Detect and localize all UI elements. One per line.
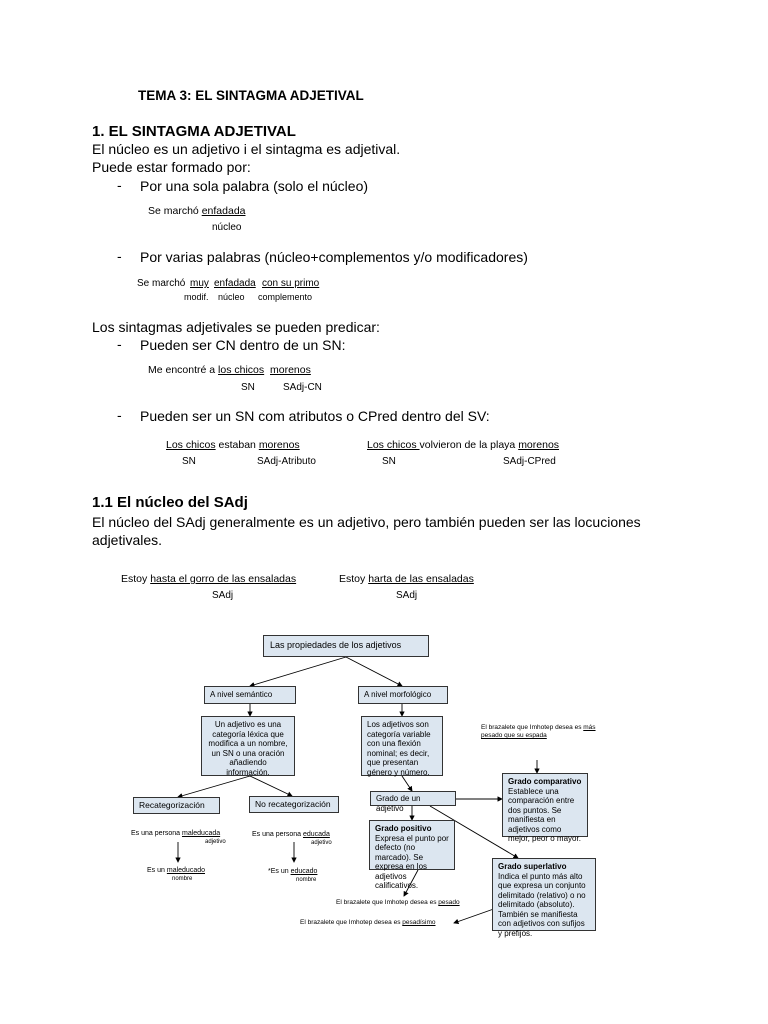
semantic-level-box: A nivel semántico — [204, 686, 296, 704]
document-title: TEMA 3: EL SINTAGMA ADJETIVAL — [138, 88, 364, 103]
superlative-degree-desc: Indica el punto más alto que expresa un conjunto delimitado (relativo) o no delimitado (absoluto). También se manifiesta con adjetivos con sufijos y prefijos. — [498, 871, 586, 938]
example-word: educado — [290, 868, 318, 875]
bullet-3: Pueden ser CN dentro de un SN: — [140, 337, 346, 353]
morphological-description-box: Los adjetivos son categoría variable con una flexión nominal; es decir, que presentan género y número. — [361, 716, 443, 776]
diagram-root-box: Las propiedades de los adjetivos — [263, 635, 429, 657]
example-word: Los chicos — [367, 439, 420, 451]
example-word: Los chicos — [166, 439, 216, 451]
example-text: Es una persona — [252, 831, 303, 838]
semantic-description-box: Un adjetivo es una categoría léxica que modifica a un nombre, un SN o una oración añadiendo información. — [201, 716, 295, 776]
norecat-example — [252, 831, 330, 839]
bullet-4: Pueden ser un SN com atributos o CPred dentro del SV: — [140, 408, 490, 424]
example-4b-label-2: SAdj-CPred — [503, 456, 556, 467]
section1-heading: 1. EL SINTAGMA ADJETIVAL — [92, 123, 296, 140]
example-text: Estoy — [339, 573, 369, 585]
example-2-label-1: modif. — [184, 292, 209, 302]
section1-line2: Puede estar formado por: — [92, 159, 251, 175]
example-text: Me encontré a — [148, 364, 219, 376]
example-word: más — [583, 724, 596, 731]
positive-degree-desc: Expresa el punto por defecto (no marcado). Se expresa en los adjetivos calificativos. — [375, 833, 449, 890]
example-2-label-2: núcleo — [218, 292, 245, 302]
example-text: *Es un — [268, 868, 291, 875]
example-word: enfadada — [201, 205, 246, 217]
example-4a-label-1: SN — [182, 456, 196, 467]
example-a-label: SAdj — [212, 590, 234, 601]
section11-para-line1: El núcleo del SAdj generalmente es un adjetivo, pero también pueden ser las locuciones — [92, 514, 641, 530]
section1-line3: Los sintagmas adjetivales se pueden predicar: — [92, 319, 380, 335]
example-4a-label-2: SAdj-Atributo — [257, 456, 316, 467]
example-4b-label-1: SN — [382, 456, 396, 467]
norecat-example-label: adjetivo — [311, 840, 332, 846]
section11-heading: 1.1 El núcleo del SAdj — [92, 494, 248, 511]
bullet-dash: - — [117, 177, 122, 193]
norecat-example-2 — [268, 868, 317, 876]
comparative-degree-title: Grado comparativo — [508, 777, 582, 786]
bullet-dash: - — [117, 248, 122, 264]
example-word: maleducada — [181, 830, 221, 837]
example-3-label-1: SN — [241, 382, 255, 393]
example-text: volvieron de la playa — [419, 439, 519, 451]
example-2-label-3: complemento — [258, 292, 313, 302]
example-word: pesadísimo — [402, 919, 436, 926]
example-word: hasta el gorro de las ensaladas — [150, 573, 297, 585]
positive-degree-box — [369, 820, 455, 890]
section11-para-line2: adjetivales. — [92, 532, 163, 548]
example-text: Es un — [147, 867, 167, 874]
example-word: morenos — [518, 439, 560, 451]
example-word: los chicos — [218, 364, 265, 376]
recat-example-2-label: nombre — [172, 876, 193, 882]
example-text: Es una persona — [131, 830, 182, 837]
example-3-label-2: SAdj-CN — [283, 382, 322, 393]
example-text: Estoy — [121, 573, 151, 585]
example-text: El brazalete que Imhotep desea es — [300, 919, 403, 926]
bullet-dash: - — [117, 407, 122, 423]
no-recategorization-box: No recategorización — [249, 796, 339, 813]
recat-example — [131, 830, 220, 838]
adjective-degree-box: Grado de un adjetivo — [370, 791, 456, 806]
bullet-1: Por una sola palabra (solo el núcleo) — [140, 178, 369, 194]
example-2-word-3: con su primo — [262, 278, 320, 289]
example-word: maleducado — [166, 867, 205, 874]
positive-example — [336, 899, 460, 907]
example-b-label: SAdj — [396, 590, 418, 601]
example-2-prefix: Se marchó — [137, 278, 186, 289]
recategorization-box: Recategorización — [133, 797, 220, 814]
recat-example-2 — [147, 867, 205, 875]
norecat-example-2-label: nombre — [296, 877, 317, 883]
example-word: harta de las ensaladas — [368, 573, 474, 585]
superlative-degree-box — [492, 858, 596, 938]
bullet-2: Por varias palabras (núcleo+complementos y/o modificadores) — [140, 249, 528, 265]
example-text: Se marchó — [148, 205, 202, 217]
example-word: morenos — [270, 364, 311, 376]
example-word: pesado — [438, 899, 460, 906]
morphological-level-box: A nivel morfológico — [358, 686, 448, 704]
example-word: pesado que su espada — [481, 732, 547, 739]
example-word: morenos — [258, 439, 300, 451]
comparative-degree-desc: Establece una comparación entre dos puntos. Se manifiesta en adjetivos como mejor, peor o mayor. — [508, 786, 581, 843]
example-text: estaban — [215, 439, 259, 451]
recat-example-label: adjetivo — [205, 839, 226, 845]
superlative-example — [300, 919, 436, 927]
example-label: núcleo — [212, 222, 242, 233]
example-2-word-1: muy — [190, 278, 209, 289]
example-word: educada — [302, 831, 330, 838]
positive-degree-title: Grado positivo — [375, 824, 432, 833]
example-2-word-2: enfadada — [214, 278, 256, 289]
superlative-degree-title: Grado superlativo — [498, 862, 567, 871]
section1-line1: El núcleo es un adjetivo i el sintagma es adjetival. — [92, 141, 401, 157]
example-text: El brazalete que Imhotep desea es — [336, 899, 439, 906]
bullet-dash: - — [117, 336, 122, 352]
example-text: El brazalete que Imhotep desea es — [481, 724, 584, 731]
comparative-example — [481, 724, 596, 740]
comparative-degree-box — [502, 773, 588, 843]
